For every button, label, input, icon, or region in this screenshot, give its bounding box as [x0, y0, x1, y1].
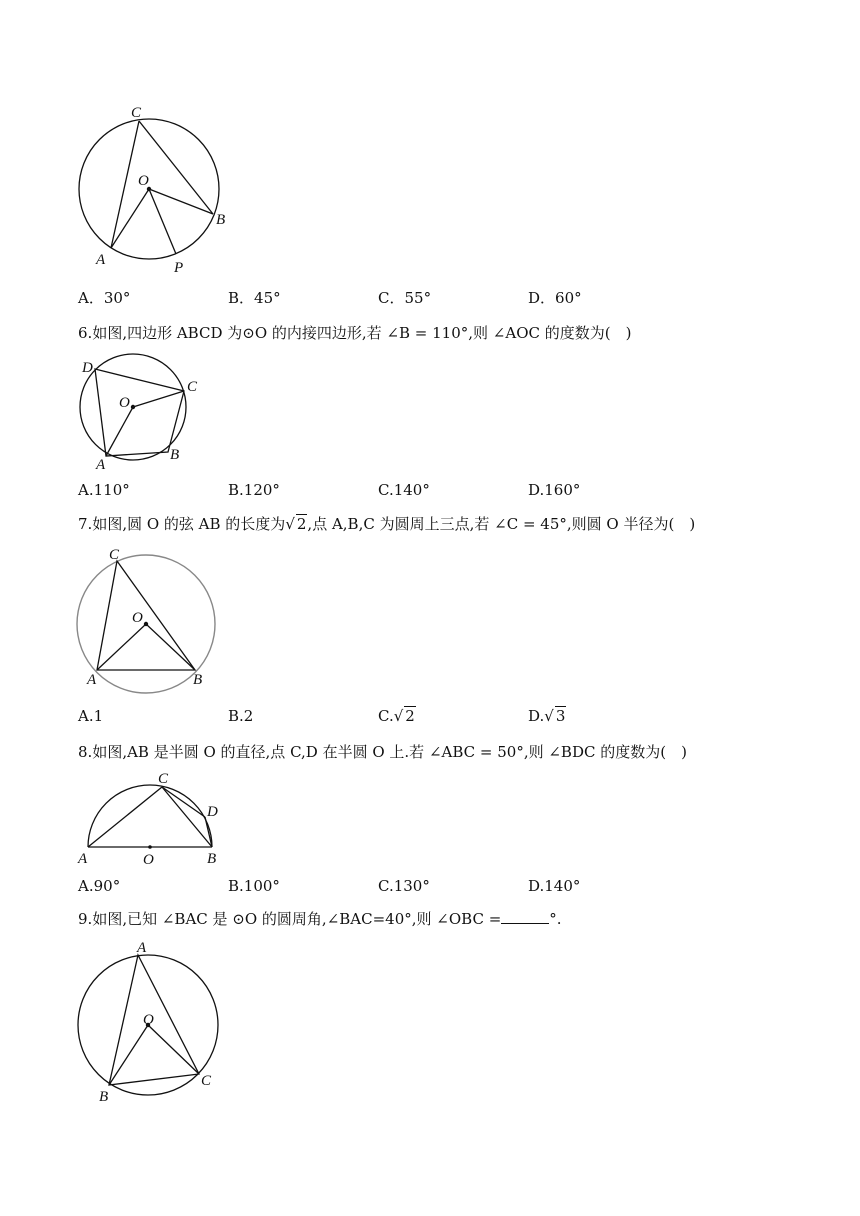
q7-label-a: A: [87, 672, 97, 688]
q5-label-a: A: [96, 252, 106, 268]
q6-number: 6.: [78, 324, 93, 342]
q8-option-d[interactable]: D.140°: [528, 877, 581, 895]
q7-center-dot: [144, 622, 148, 626]
q6-circle-symbol: ⊙O: [242, 324, 268, 342]
q6-option-b[interactable]: B.120°: [228, 481, 280, 499]
q8-label-b: B: [207, 851, 217, 867]
q5-label-o: O: [138, 173, 149, 189]
q6-option-a[interactable]: A.110°: [78, 481, 130, 499]
q5-segment-op: [149, 189, 176, 254]
q9-label-b: B: [99, 1089, 109, 1105]
q7-option-c-radicand: 2: [405, 707, 415, 725]
q6-center-dot: [131, 405, 135, 409]
q7-options: [0, 705, 860, 727]
q5-label-p: P: [174, 260, 184, 276]
q8-option-b[interactable]: B.100°: [228, 877, 280, 895]
q6-label-b: B: [170, 447, 180, 463]
q6-label-o: O: [119, 395, 130, 411]
q7-text-start: 如图,圆 O 的弦 AB 的长度为: [92, 515, 286, 533]
q8-label-c: C: [158, 771, 169, 787]
q5-chord-ca: [111, 121, 139, 248]
q5-option-a[interactable]: A．30°: [78, 289, 131, 307]
q8-number: 8.: [78, 743, 93, 761]
q7-segment-ob: [146, 624, 195, 670]
q9-number: 9.: [78, 910, 93, 928]
q6-label-c: C: [187, 379, 198, 395]
q5-option-d[interactable]: D．60°: [528, 289, 582, 307]
q6-text-end: 的内接四边形,若 ∠B = 110°,则 ∠AOC 的度数为( ): [267, 324, 632, 342]
q9-segment-oc: [148, 1025, 199, 1074]
q9-text-end: °.: [549, 910, 562, 928]
q7-label-b: B: [193, 672, 203, 688]
q8-question-text: [78, 741, 687, 763]
q5-option-b[interactable]: B．45°: [228, 289, 281, 307]
q6-text-start: 如图,四边形 ABCD 为: [92, 324, 243, 342]
q9-segment-ob: [109, 1025, 148, 1085]
q7-triangle-abc: [97, 561, 195, 670]
q6-quadrilateral-abcd: [95, 369, 184, 456]
q6-label-a: A: [96, 457, 106, 473]
q7-option-c[interactable]: C.√ 2: [378, 707, 415, 725]
q8-options: [0, 875, 860, 897]
q8-option-c[interactable]: C.130°: [378, 877, 430, 895]
q6-circle-figure: [0, 340, 240, 480]
q8-option-a[interactable]: A.90°: [78, 877, 121, 895]
q5-segment-oa: [111, 189, 149, 248]
q8-semicircle-figure: [0, 765, 240, 870]
q7-option-c-prefix: C.: [378, 707, 394, 725]
q7-question-text: 7.如图,圆 O 的弦 AB 的长度为√ 2,点 A,B,C 为圆周上三点,若 ∠C = 45°,则圆 O 半径为( ): [78, 515, 696, 533]
q7-number: 7.: [78, 515, 93, 533]
q7-option-d-radicand: 3: [555, 707, 566, 725]
q7-circle-figure: [0, 540, 240, 690]
q8-label-d: D: [207, 804, 218, 820]
q7-option-b[interactable]: B.2: [228, 707, 254, 725]
q6-segment-oa: [106, 407, 133, 456]
q6-segment-oc: [133, 391, 184, 407]
q5-option-c[interactable]: C．55°: [378, 289, 432, 307]
q7-option-d-prefix: D.: [528, 707, 545, 725]
q8-chord-ac: [88, 787, 162, 847]
q7-option-a[interactable]: A.1: [78, 707, 104, 725]
q5-label-c: C: [131, 105, 142, 121]
q8-label-a: A: [78, 851, 88, 867]
q5-circle-figure: [0, 0, 260, 280]
q9-label-c: C: [201, 1073, 212, 1089]
q9-question-text: [78, 908, 562, 930]
q9-circle-figure: [0, 935, 240, 1105]
q8-text: 如图,AB 是半圆 O 的直径,点 C,D 在半圆 O 上.若 ∠ABC = 50°,则 ∠BDC 的度数为( ): [92, 743, 687, 761]
q7-label-c: C: [109, 547, 120, 563]
q8-center-dot: [148, 845, 152, 849]
q6-label-d: D: [82, 360, 93, 376]
q6-option-c[interactable]: C.140°: [378, 481, 430, 499]
q9-triangle-abc: [109, 955, 199, 1085]
q6-option-d[interactable]: D.160°: [528, 481, 581, 499]
q8-label-o: O: [143, 852, 154, 868]
q9-label-o: O: [143, 1012, 154, 1028]
q7-option-d[interactable]: D.√ 3: [528, 707, 566, 725]
q7-text-end: ,点 A,B,C 为圆周上三点,若 ∠C = 45°,则圆 O 半径为( ): [307, 515, 696, 533]
q7-radicand: 2: [296, 515, 307, 533]
q9-text-start: 如图,已知 ∠BAC 是 ⊙O 的圆周角,∠BAC=40°,则 ∠OBC =: [92, 910, 502, 928]
q8-semicircle-arc: [88, 785, 212, 847]
q7-label-o: O: [132, 610, 143, 626]
q9-label-a: A: [137, 940, 147, 956]
q9-answer-blank[interactable]: [501, 909, 549, 924]
q5-label-b: B: [216, 212, 226, 228]
q6-options: [0, 479, 860, 501]
q5-options: [0, 287, 860, 309]
